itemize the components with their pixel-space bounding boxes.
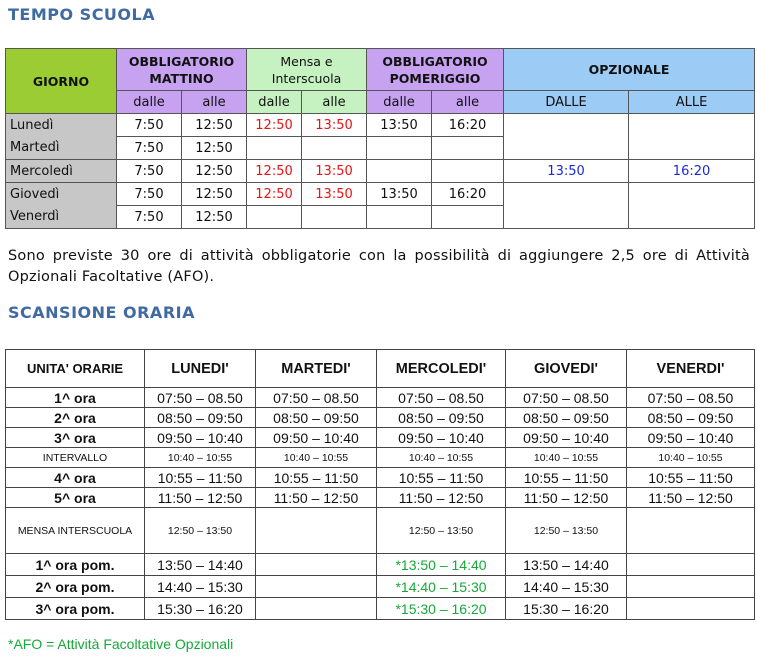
time-cell: 13:50 <box>302 183 367 206</box>
time-cell: 14:40 – 15:30 <box>506 576 627 598</box>
day-cell: Venerdì <box>6 206 117 229</box>
table-row <box>6 598 755 620</box>
time-cell: 12:50 <box>182 114 247 137</box>
time-cell <box>256 554 377 576</box>
time-cell: 11:50 – 12:50 <box>627 488 755 508</box>
time-cell <box>367 160 432 183</box>
time-cell: 7:50 <box>117 206 182 229</box>
time-cell: 11:50 – 12:50 <box>506 488 627 508</box>
time-cell: 14:40 – 15:30 <box>145 576 256 598</box>
sub-dalle: dalle <box>247 91 302 114</box>
time-cell: 13:50 <box>367 114 432 137</box>
time-cell: 15:30 – 16:20 <box>145 598 256 620</box>
time-cell: 12:50 – 13:50 <box>506 508 627 554</box>
time-cell: 09:50 – 10:40 <box>256 428 377 448</box>
row-label: 3^ ora pom. <box>6 598 145 620</box>
time-cell: 10:55 – 11:50 <box>145 468 256 488</box>
time-cell: 07:50 – 08.50 <box>506 388 627 408</box>
time-cell: 07:50 – 08.50 <box>627 388 755 408</box>
time-cell: 12:50 <box>247 183 302 206</box>
time-cell: 12:50 <box>182 206 247 229</box>
time-cell: 7:50 <box>117 114 182 137</box>
header-mattino: OBBLIGATORIO MATTINO <box>117 49 247 91</box>
time-cell: 10:40 – 10:55 <box>145 448 256 468</box>
day-cell: Mercoledì <box>6 160 117 183</box>
time-cell: 07:50 – 08.50 <box>377 388 506 408</box>
time-cell: 12:50 <box>182 160 247 183</box>
header-mensa-line1: Mensa e <box>280 53 333 69</box>
sub-dalle-caps: DALLE <box>504 91 629 114</box>
table-row <box>6 388 755 408</box>
time-cell: 7:50 <box>117 183 182 206</box>
time-cell: 08:50 – 09:50 <box>506 408 627 428</box>
header-day: MERCOLEDI' <box>377 350 506 388</box>
time-cell: 10:55 – 11:50 <box>377 468 506 488</box>
time-cell: 11:50 – 12:50 <box>256 488 377 508</box>
time-cell: 08:50 – 09:50 <box>145 408 256 428</box>
scansione-oraria-table <box>5 349 755 620</box>
sub-dalle: dalle <box>117 91 182 114</box>
row-label: 1^ ora pom. <box>6 554 145 576</box>
time-cell <box>504 183 629 229</box>
time-cell <box>504 114 629 160</box>
table-row <box>6 508 755 554</box>
sub-alle: alle <box>432 91 504 114</box>
time-cell: 11:50 – 12:50 <box>377 488 506 508</box>
table-row <box>6 428 755 448</box>
time-cell: 15:30 – 16:20 <box>506 598 627 620</box>
time-cell: 10:55 – 11:50 <box>506 468 627 488</box>
time-cell: 13:50 – 14:40 <box>506 554 627 576</box>
table-row <box>6 554 755 576</box>
header-mensa-line2: Interscuola <box>271 70 342 86</box>
header-day: LUNEDI' <box>145 350 256 388</box>
header-day: VENERDI' <box>627 350 755 388</box>
time-cell: 13:50 <box>367 183 432 206</box>
time-cell: 07:50 – 08.50 <box>256 388 377 408</box>
section-title: SCANSIONE ORARIA <box>8 303 195 322</box>
time-cell <box>432 137 504 160</box>
time-cell: 10:40 – 10:55 <box>627 448 755 468</box>
table-row <box>6 576 755 598</box>
row-label: 1^ ora <box>6 388 145 408</box>
time-cell: 10:40 – 10:55 <box>506 448 627 468</box>
table-row <box>6 408 755 428</box>
time-cell: 09:50 – 10:40 <box>145 428 256 448</box>
sub-alle: alle <box>182 91 247 114</box>
time-cell <box>627 508 755 554</box>
day-cell: Martedì <box>6 137 117 160</box>
time-cell <box>367 137 432 160</box>
time-cell: 7:50 <box>117 137 182 160</box>
time-cell: 13:50 <box>302 160 367 183</box>
time-cell: 12:50 <box>247 160 302 183</box>
time-cell: 09:50 – 10:40 <box>627 428 755 448</box>
footnote: *AFO = Attività Facoltative Opzionali <box>8 636 234 652</box>
time-cell: *14:40 – 15:30 <box>377 576 506 598</box>
time-cell: 16:20 <box>629 160 755 183</box>
time-cell <box>247 206 302 229</box>
time-cell: 12:50 <box>182 183 247 206</box>
day-cell: Lunedì <box>6 114 117 137</box>
time-cell: 12:50 – 13:50 <box>145 508 256 554</box>
time-cell <box>367 206 432 229</box>
time-cell <box>629 183 755 229</box>
row-label: 2^ ora pom. <box>6 576 145 598</box>
time-cell <box>302 206 367 229</box>
header-day: MARTEDI' <box>256 350 377 388</box>
time-cell: 10:40 – 10:55 <box>256 448 377 468</box>
tempo-scuola-table <box>5 48 755 229</box>
time-cell <box>432 206 504 229</box>
table-row <box>6 468 755 488</box>
description-paragraph: Sono previste 30 ore di attività obbligatorie con la possibilità di aggiungere 2,5 ore di Attività Opzionali Facoltative (AFO). <box>8 248 750 285</box>
time-cell: 12:50 – 13:50 <box>377 508 506 554</box>
time-cell: 10:40 – 10:55 <box>377 448 506 468</box>
header-giorno: GIORNO <box>6 49 117 114</box>
time-cell: 10:55 – 11:50 <box>256 468 377 488</box>
time-cell: *15:30 – 16:20 <box>377 598 506 620</box>
page-title: TEMPO SCUOLA <box>8 5 156 24</box>
row-label: 2^ ora <box>6 408 145 428</box>
time-cell: 11:50 – 12:50 <box>145 488 256 508</box>
row-label: 3^ ora <box>6 428 145 448</box>
table-row <box>6 488 755 508</box>
time-cell: 16:20 <box>432 183 504 206</box>
time-cell: 07:50 – 08.50 <box>145 388 256 408</box>
time-cell: 12:50 <box>182 137 247 160</box>
time-cell <box>256 508 377 554</box>
time-cell: 16:20 <box>432 114 504 137</box>
row-label: 4^ ora <box>6 468 145 488</box>
sub-alle-caps: ALLE <box>629 91 755 114</box>
time-cell: 08:50 – 09:50 <box>377 408 506 428</box>
header-mensa <box>247 49 367 91</box>
time-cell <box>247 137 302 160</box>
time-cell: 08:50 – 09:50 <box>627 408 755 428</box>
time-cell: 13:50 – 14:40 <box>145 554 256 576</box>
time-cell <box>627 576 755 598</box>
time-cell <box>627 598 755 620</box>
time-cell <box>629 114 755 160</box>
header-pomeriggio: OBBLIGATORIO POMERIGGIO <box>367 49 504 91</box>
time-cell: 09:50 – 10:40 <box>506 428 627 448</box>
time-cell: 12:50 <box>247 114 302 137</box>
row-label: INTERVALLO <box>6 448 145 468</box>
day-cell: Giovedì <box>6 183 117 206</box>
time-cell <box>302 137 367 160</box>
header-unita: UNITA' ORARIE <box>6 350 145 388</box>
time-cell: 7:50 <box>117 160 182 183</box>
row-label: 5^ ora <box>6 488 145 508</box>
header-opzionale: OPZIONALE <box>504 49 755 91</box>
time-cell: 08:50 – 09:50 <box>256 408 377 428</box>
time-cell <box>256 598 377 620</box>
sub-alle: alle <box>302 91 367 114</box>
time-cell <box>627 554 755 576</box>
time-cell <box>256 576 377 598</box>
time-cell: 10:55 – 11:50 <box>627 468 755 488</box>
table-row <box>6 448 755 468</box>
row-label: MENSA INTERSCUOLA <box>6 508 145 554</box>
time-cell: *13:50 – 14:40 <box>377 554 506 576</box>
time-cell: 13:50 <box>302 114 367 137</box>
time-cell: 09:50 – 10:40 <box>377 428 506 448</box>
time-cell <box>432 160 504 183</box>
sub-dalle: dalle <box>367 91 432 114</box>
time-cell: 13:50 <box>504 160 629 183</box>
header-day: GIOVEDI' <box>506 350 627 388</box>
